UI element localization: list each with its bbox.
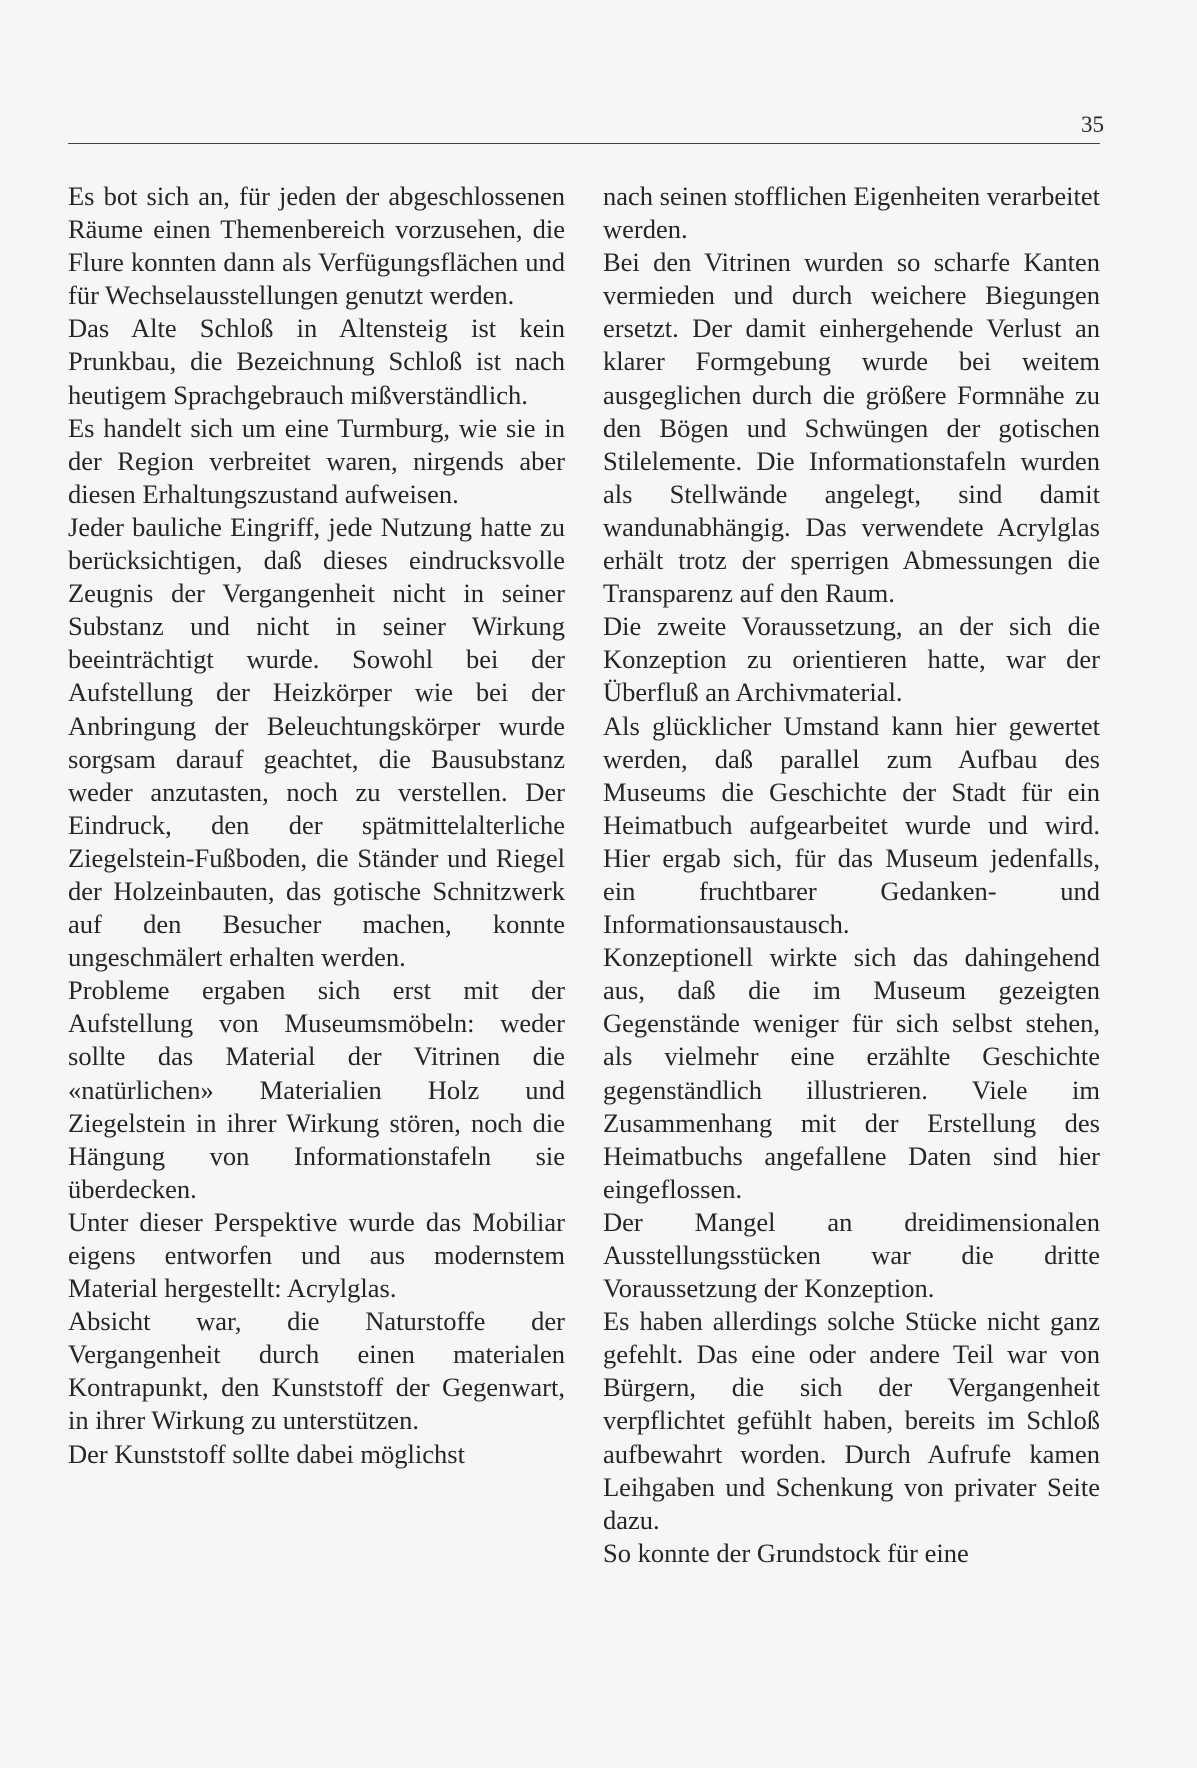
paragraph: Absicht war, die Naturstoffe der Vergangenheit durch einen materialen Kontrapunkt, den Kunststoff der Gegenwart, in ihrer Wirkung zu unterstützen. bbox=[68, 1306, 565, 1436]
page-number: 35 bbox=[1081, 112, 1104, 137]
paragraph: Es handelt sich um eine Turmburg, wie sie in der Region verbreitet waren, nirgends aber diesen Erhaltungszustand aufweisen. bbox=[68, 412, 565, 509]
paragraph: Die zweite Voraussetzung, an der sich die Konzeption zu orientieren hatte, war der Überfluß an Archivmaterial. bbox=[603, 611, 1100, 708]
text-column-left bbox=[68, 180, 565, 1471]
text-column-right bbox=[603, 180, 1100, 1570]
paragraph: Es haben allerdings solche Stücke nicht ganz gefehlt. Das eine oder andere Teil war von Bürgern, die sich der Vergangenheit verpflichtet gefühlt haben, bereits im Schloß aufbewahrt worden. Durch Aufrufe kamen Leihgaben und Schenkung von privater Seite dazu. bbox=[603, 1306, 1100, 1535]
paragraph: Unter dieser Perspektive wurde das Mobiliar eigens entworfen und aus modernstem Material hergestellt: Acrylglas. bbox=[68, 1206, 565, 1304]
paragraph: Bei den Vitrinen wurden so scharfe Kanten vermieden und durch weichere Biegungen ersetzt. Der damit einhergehende Verlust an klarer Formgebung wurde bei weitem ausgeglichen durch die größere Formnähe zu den Bögen und Schwüngen der gotischen Stilelemente. Die Informationstafeln wurden als Stellwände angelegt, sind damit wandunabhängig. Das verwendete Acrylglas erhält trotz der sperrigen Abmessungen die Transparenz auf den Raum. bbox=[603, 247, 1100, 609]
paragraph: Jeder bauliche Eingriff, jede Nutzung hatte zu berücksichtigen, daß dieses eindrucksvolle Zeugnis der Vergangenheit nicht in seiner Substanz und nicht in seiner Wirkung beeinträchtigt wurde. Sowohl bei der Aufstellung der Heizkörper wie bei der Anbringung der Beleuchtungskörper wurde sorgsam darauf geachtet, die Bausubstanz weder anzutasten, noch zu verstellen. Der Eindruck, den der spätmittelalterliche Ziegelstein-Fußboden, die Ständer und Riegel der Holzeinbauten, das gotische Schnitzwerk auf den Besucher machen, konnte ungeschmälert erhalten werden. bbox=[68, 511, 565, 973]
paragraph: nach seinen stofflichen Eigenheiten verarbeitet werden. bbox=[603, 181, 1100, 245]
paragraph: Konzeptionell wirkte sich das dahingehend aus, daß die im Museum gezeigten Gegenstände weniger für sich selbst stehen, als vielmehr eine erzählte Geschichte gegenständlich illustrieren. Viele im Zusammenhang mit der Erstellung des Heimatbuchs angefallene Daten sind hier eingeflossen. bbox=[603, 942, 1100, 1204]
paragraph: Als glücklicher Umstand kann hier gewertet werden, daß parallel zum Aufbau des Museums die Geschichte der Stadt für ein Heimatbuch aufgearbeitet wurde und wird. Hier ergab sich, für das Museum jedenfalls, ein fruchtbarer Gedanken- und Informationsaustausch. bbox=[603, 710, 1100, 940]
header-rule bbox=[68, 143, 1100, 144]
paragraph: So konnte der Grundstock für eine bbox=[603, 1537, 969, 1568]
paragraph: Der Mangel an dreidimensionalen Ausstellungsstücken war die dritte Voraussetzung der Konzeption. bbox=[603, 1206, 1100, 1304]
paragraph: Probleme ergaben sich erst mit der Aufstellung von Museumsmöbeln: weder sollte das Material der Vitrinen die «natürlichen» Materialien Holz und Ziegelstein in ihrer Wirkung stören, noch die Hängung von Informationstafeln sie überdecken. bbox=[68, 975, 565, 1204]
paragraph: Der Kunststoff sollte dabei möglichst bbox=[68, 1438, 465, 1469]
paragraph: Das Alte Schloß in Altensteig ist kein Prunkbau, die Bezeichnung Schloß ist nach heutigem Sprachgebrauch mißverständlich. bbox=[68, 313, 565, 410]
paragraph: Es bot sich an, für jeden der abgeschlossenen Räume einen Themenbereich vorzusehen, die Flure konnten dann als Verfügungsflächen und für Wechselausstellungen genutzt werden. bbox=[68, 181, 565, 311]
